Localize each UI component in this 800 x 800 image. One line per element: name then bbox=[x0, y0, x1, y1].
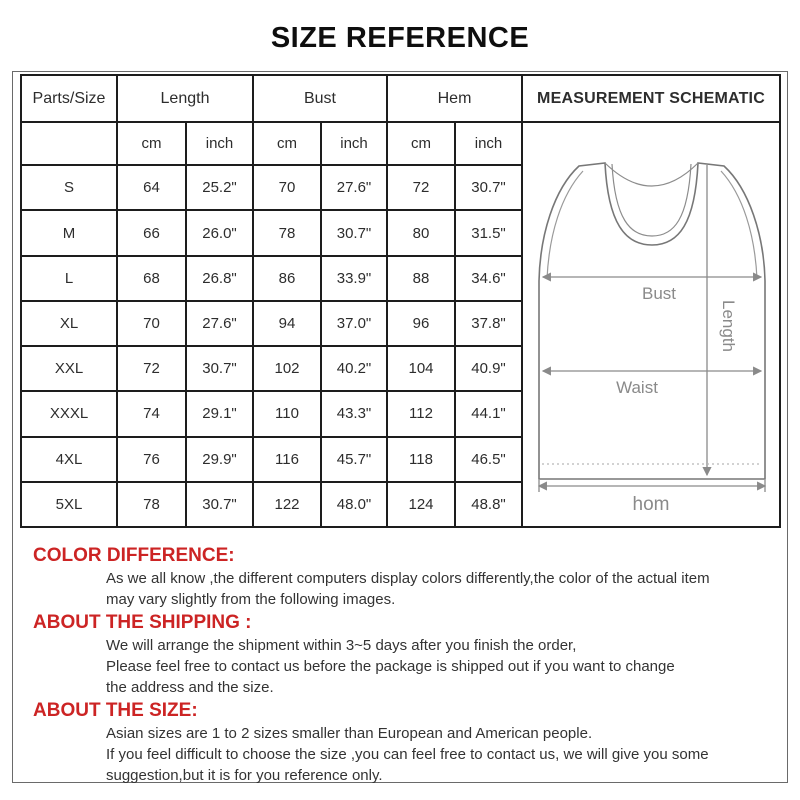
armhole-trim-left bbox=[547, 171, 583, 279]
note-body-shipping bbox=[106, 635, 775, 698]
size-value: 29.9" bbox=[186, 437, 253, 482]
unit-header: cm bbox=[387, 122, 455, 165]
waist-label: Waist bbox=[616, 378, 658, 397]
size-value: 43.3" bbox=[321, 391, 387, 436]
size-label: XL bbox=[21, 301, 117, 346]
size-value: 66 bbox=[117, 210, 186, 255]
size-value: 78 bbox=[117, 482, 186, 527]
col-header-bust: Bust bbox=[253, 75, 387, 122]
size-value: 31.5" bbox=[455, 210, 522, 255]
size-value: 30.7" bbox=[186, 482, 253, 527]
size-value: 26.0" bbox=[186, 210, 253, 255]
col-header-length: Length bbox=[117, 75, 253, 122]
size-value: 46.5" bbox=[455, 437, 522, 482]
size-label: M bbox=[21, 210, 117, 255]
front-neck-trim bbox=[612, 164, 691, 236]
note-line: suggestion,but it is for you reference only. bbox=[106, 767, 383, 784]
size-value: 76 bbox=[117, 437, 186, 482]
unit-header: inch bbox=[455, 122, 522, 165]
size-label: 4XL bbox=[21, 437, 117, 482]
size-value: 78 bbox=[253, 210, 321, 255]
size-value: 70 bbox=[117, 301, 186, 346]
note-line: the address and the size. bbox=[106, 679, 274, 696]
size-value: 34.6" bbox=[455, 256, 522, 301]
size-label: L bbox=[21, 256, 117, 301]
schematic-header: MEASUREMENT SCHEMATIC bbox=[522, 75, 780, 122]
size-value: 44.1" bbox=[455, 391, 522, 436]
size-value: 30.7" bbox=[186, 346, 253, 391]
size-value: 45.7" bbox=[321, 437, 387, 482]
size-value: 94 bbox=[253, 301, 321, 346]
size-value: 33.9" bbox=[321, 256, 387, 301]
size-value: 118 bbox=[387, 437, 455, 482]
size-label: 5XL bbox=[21, 482, 117, 527]
unit-header: cm bbox=[253, 122, 321, 165]
note-line: We will arrange the shipment within 3~5 days after you finish the order, bbox=[106, 637, 577, 654]
size-value: 40.9" bbox=[455, 346, 522, 391]
size-value: 48.8" bbox=[455, 482, 522, 527]
size-table bbox=[20, 74, 781, 528]
col-header-hem: Hem bbox=[387, 75, 522, 122]
size-value: 27.6" bbox=[186, 301, 253, 346]
size-value: 37.8" bbox=[455, 301, 522, 346]
size-value: 70 bbox=[253, 165, 321, 210]
size-value: 86 bbox=[253, 256, 321, 301]
table-units-row bbox=[21, 122, 780, 165]
size-value: 102 bbox=[253, 346, 321, 391]
hem-label: hom bbox=[632, 494, 670, 515]
size-value: 48.0" bbox=[321, 482, 387, 527]
note-line: As we all know ,the different computers display colors differently,the color of the actual item bbox=[106, 570, 710, 587]
size-label: S bbox=[21, 165, 117, 210]
unit-header: inch bbox=[321, 122, 387, 165]
size-value: 72 bbox=[387, 165, 455, 210]
size-value: 110 bbox=[253, 391, 321, 436]
size-value: 37.0" bbox=[321, 301, 387, 346]
note-line: may vary slightly from the following images. bbox=[106, 591, 396, 608]
size-value: 40.2" bbox=[321, 346, 387, 391]
page-title: SIZE REFERENCE bbox=[270, 22, 530, 54]
unit-header: inch bbox=[186, 122, 253, 165]
size-value: 29.1" bbox=[186, 391, 253, 436]
unit-header: cm bbox=[117, 122, 186, 165]
note-line: Please feel free to contact us before the package is shipped out if you want to change bbox=[106, 658, 675, 675]
note-body-color-difference bbox=[106, 568, 775, 610]
note-heading-size: ABOUT THE SIZE: bbox=[33, 700, 198, 721]
size-value: 80 bbox=[387, 210, 455, 255]
size-value: 30.7" bbox=[455, 165, 522, 210]
size-value: 72 bbox=[117, 346, 186, 391]
size-value: 104 bbox=[387, 346, 455, 391]
note-line: If you feel difficult to choose the size ,you can feel free to contact us, we will give you some bbox=[106, 746, 709, 763]
length-label: Length bbox=[719, 300, 738, 352]
note-line: Asian sizes are 1 to 2 sizes smaller than European and American people. bbox=[106, 725, 593, 742]
size-value: 64 bbox=[117, 165, 186, 210]
size-value: 112 bbox=[387, 391, 455, 436]
size-value: 25.2" bbox=[186, 165, 253, 210]
empty-corner-cell bbox=[21, 122, 117, 165]
size-value: 30.7" bbox=[321, 210, 387, 255]
size-value: 116 bbox=[253, 437, 321, 482]
back-neckline bbox=[605, 163, 698, 186]
size-value: 96 bbox=[387, 301, 455, 346]
armhole-trim-right bbox=[721, 171, 757, 279]
notes-section bbox=[33, 544, 775, 786]
col-header-parts-size: Parts/Size bbox=[21, 75, 117, 122]
size-value: 26.8" bbox=[186, 256, 253, 301]
content-frame bbox=[12, 71, 788, 783]
size-value: 88 bbox=[387, 256, 455, 301]
tank-top-diagram bbox=[524, 123, 778, 522]
note-body-size bbox=[106, 723, 775, 786]
size-value: 124 bbox=[387, 482, 455, 527]
size-value: 27.6" bbox=[321, 165, 387, 210]
measurement-schematic bbox=[522, 122, 780, 527]
size-value: 68 bbox=[117, 256, 186, 301]
table-header-row bbox=[21, 75, 780, 122]
size-value: 74 bbox=[117, 391, 186, 436]
note-heading-color-difference: COLOR DIFFERENCE: bbox=[33, 545, 235, 566]
note-heading-shipping: ABOUT THE SHIPPING : bbox=[33, 612, 252, 633]
size-label: XXL bbox=[21, 346, 117, 391]
size-value: 122 bbox=[253, 482, 321, 527]
size-label: XXXL bbox=[21, 391, 117, 436]
bust-label: Bust bbox=[641, 284, 677, 303]
